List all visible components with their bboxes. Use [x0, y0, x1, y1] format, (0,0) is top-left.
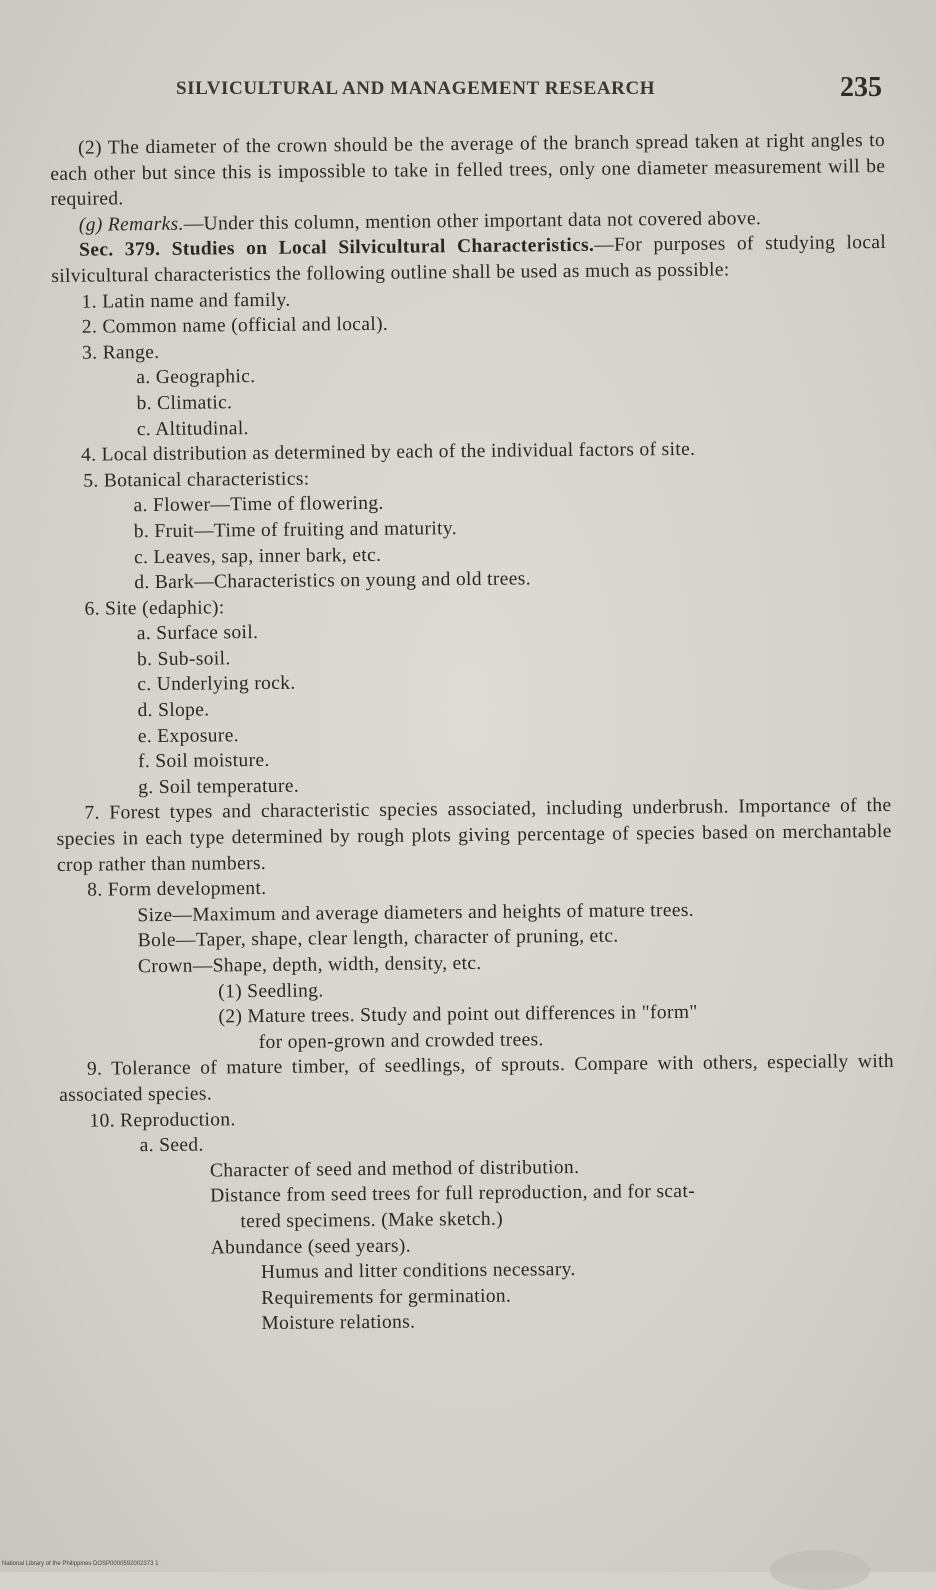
list-subitem: Distance from seed trees for full reproduction, and for scat-	[210, 1181, 696, 1207]
list-subitem: c. Underlying rock.	[137, 673, 296, 696]
list-subitem: b. Climatic.	[136, 392, 233, 415]
list-subitem: e. Exposure.	[137, 724, 240, 747]
list-item: 6. Site (edaphic):	[84, 597, 225, 620]
list-subitem: Bole—Taper, shape, clear length, character of pruning, etc.	[137, 925, 619, 952]
page-header	[50, 72, 890, 112]
list-subitem: Abundance (seed years).	[210, 1235, 412, 1259]
list-item: 10. Reproduction.	[89, 1108, 236, 1132]
list-subitem: c. Altitudinal.	[136, 417, 249, 440]
list-subitem: a. Flower—Time of flowering.	[133, 493, 384, 517]
list-subitem: c. Leaves, sap, inner bark, etc.	[133, 544, 382, 568]
list-subitem: g. Soil temperature.	[138, 775, 300, 799]
section-intro: —For purposes of studying local silvicultural characteristics the following outline shall be used as much as possible:	[51, 232, 887, 287]
list-subitem: (2) Mature trees. Study and point out differences in "form"	[218, 1002, 698, 1028]
list-item: 7. Forest types and characteristic species associated, including underbrush. Importance of the species in each type determined by rough plots giving percentage of species based on merchantable crop rather than numbers.	[56, 795, 892, 876]
scan-credit: National Library of the Philippines DOSP0000592002373 1	[2, 1561, 159, 1567]
section-heading: Sec. 379. Studies on Local Silvicultural Characteristics.	[79, 235, 595, 262]
list-subitem: a. Geographic.	[136, 366, 256, 389]
list-subitem: (1) Seedling.	[218, 980, 324, 1003]
list-subitem: d. Slope.	[137, 699, 210, 722]
list-item: 2. Common name (official and local).	[81, 313, 389, 338]
list-item: 9. Tolerance of mature timber, of seedlings, of sprouts. Compare with others, especially with associated species.	[59, 1051, 895, 1106]
remarks-label: (g) Remarks.	[78, 213, 184, 236]
list-subitem: b. Fruit—Time of fruiting and maturity.	[133, 518, 457, 543]
section-379	[51, 230, 886, 289]
list-item: 5. Botanical characteristics:	[83, 468, 310, 492]
list-item: 3. Range.	[81, 341, 160, 364]
body-text	[50, 128, 897, 1339]
list-subitem: Character of seed and method of distribution.	[209, 1156, 580, 1182]
list-item: 8. Form development.	[87, 878, 267, 901]
list-subitem: Requirements for germination.	[261, 1285, 512, 1309]
page-number: 235	[840, 72, 882, 103]
list-subitem: Crown—Shape, depth, width, density, etc.	[137, 952, 482, 978]
scan-shadow	[770, 1550, 870, 1590]
list-subitem: d. Bark—Characteristics on young and old trees.	[134, 568, 531, 594]
running-head: SILVICULTURAL AND MANAGEMENT RESEARCH	[176, 78, 656, 99]
paragraph-crown-diameter: (2) The diameter of the crown should be the average of the branch spread taken at right angles to each other but since this is impossible to take in felled trees, only one diameter measurement will be required.	[50, 129, 886, 211]
list-subitem: b. Sub-soil.	[136, 648, 231, 671]
list-subitem: f. Soil moisture.	[137, 750, 270, 773]
list-subitem: Moisture relations.	[261, 1311, 416, 1335]
remarks-text: —Under this column, mention other important data not covered above.	[183, 207, 762, 235]
list-subitem: a. Seed.	[139, 1134, 204, 1157]
list-subitem: a. Surface soil.	[136, 622, 259, 645]
list-subitem: Size—Maximum and average diameters and heights of mature trees.	[137, 899, 695, 927]
list-subitem: Humus and litter conditions necessary.	[260, 1259, 576, 1284]
list-subitem: for open-grown and crowded trees.	[258, 1029, 544, 1053]
list-subitem: tered specimens. (Make sketch.)	[240, 1208, 504, 1233]
list-item: 4. Local distribution as determined by each of the individual factors of site.	[80, 438, 696, 466]
list-item: 1. Latin name and family.	[81, 289, 291, 313]
